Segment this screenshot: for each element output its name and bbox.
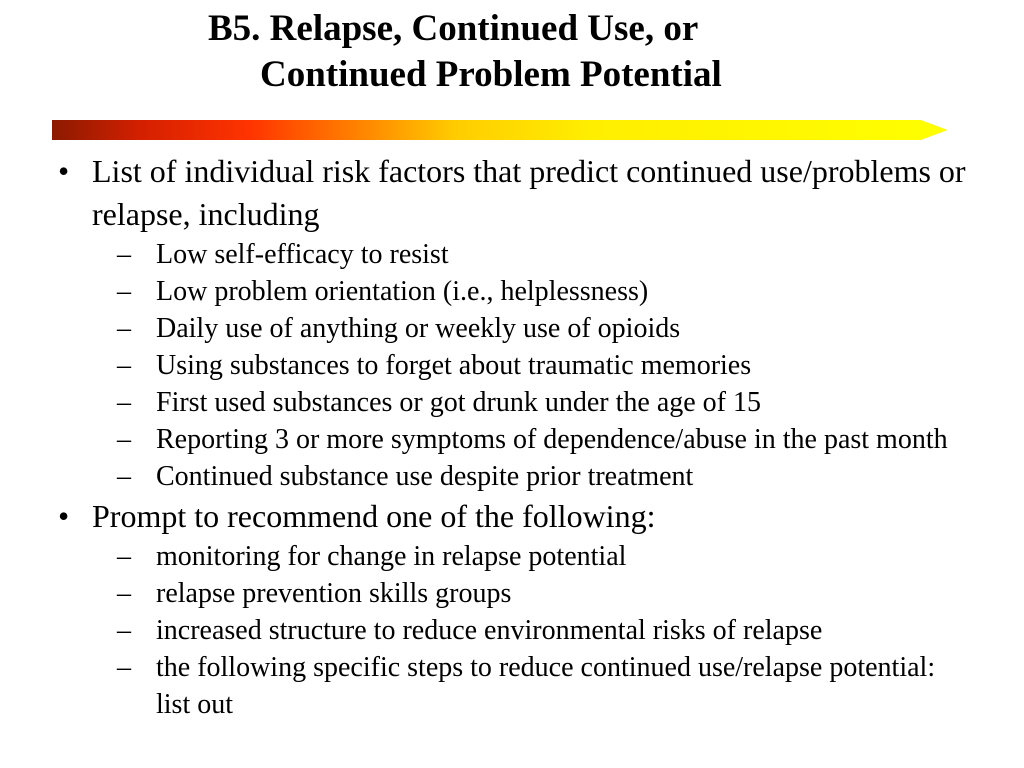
sub-bullet-item [0,649,976,723]
sub-bullet-item [0,538,976,575]
sub-bullet-item [0,347,976,384]
sub-bullet-item [0,273,976,310]
dash-marker: – [117,461,131,492]
sub-bullet-list [0,236,1024,495]
sub-bullet-item [0,421,976,458]
slide-title-line-1: B5. Relapse, Continued Use, or [208,8,699,49]
sub-bullet-item [0,310,976,347]
dash-marker: – [117,541,131,572]
slide-body [0,150,1024,723]
dash-marker: – [117,387,131,418]
bullet-text: Prompt to recommend one of the following: [92,498,656,534]
dash-marker: – [117,615,131,646]
sub-bullet-text: monitoring for change in relapse potential [156,541,627,572]
sub-bullet-item [0,236,976,273]
sub-bullet-text: Low self-efficacy to resist [156,239,449,270]
sub-bullet-text: relapse prevention skills groups [156,578,512,609]
dash-marker: – [117,239,131,270]
sub-bullet-text: Using substances to forget about traumatic memories [156,350,752,381]
slide-title-line-2: Continued Problem Potential [260,54,722,95]
dash-marker: – [117,578,131,609]
dash-marker: – [117,424,131,455]
sub-bullet-text: Continued substance use despite prior treatment [156,461,694,492]
bullet-text: List of individual risk factors that predict continued use/problems or relapse, including [92,153,966,232]
dash-marker: – [117,313,131,344]
sub-bullet-list [0,538,1024,723]
bullet-item [0,495,972,538]
dash-marker: – [117,350,131,381]
sub-bullet-item [0,384,976,421]
bullet-marker: • [58,153,70,189]
dash-marker: – [117,276,131,307]
sub-bullet-text: Daily use of anything or weekly use of opioids [156,313,681,344]
title-underline-gradient-bar [52,120,948,140]
sub-bullet-item [0,575,976,612]
sub-bullet-text: Reporting 3 or more symptoms of dependence/abuse in the past month [156,424,948,455]
dash-marker: – [117,652,131,683]
sub-bullet-text: First used substances or got drunk under the age of 15 [156,387,761,418]
sub-bullet-item [0,612,976,649]
sub-bullet-text: increased structure to reduce environmental risks of relapse [156,615,823,646]
sub-bullet-text: the following specific steps to reduce continued use/relapse potential: list out [156,652,936,720]
sub-bullet-item [0,458,976,495]
sub-bullet-text: Low problem orientation (i.e., helplessness) [156,276,649,307]
bullet-item [0,150,972,236]
bullet-marker: • [58,498,70,534]
